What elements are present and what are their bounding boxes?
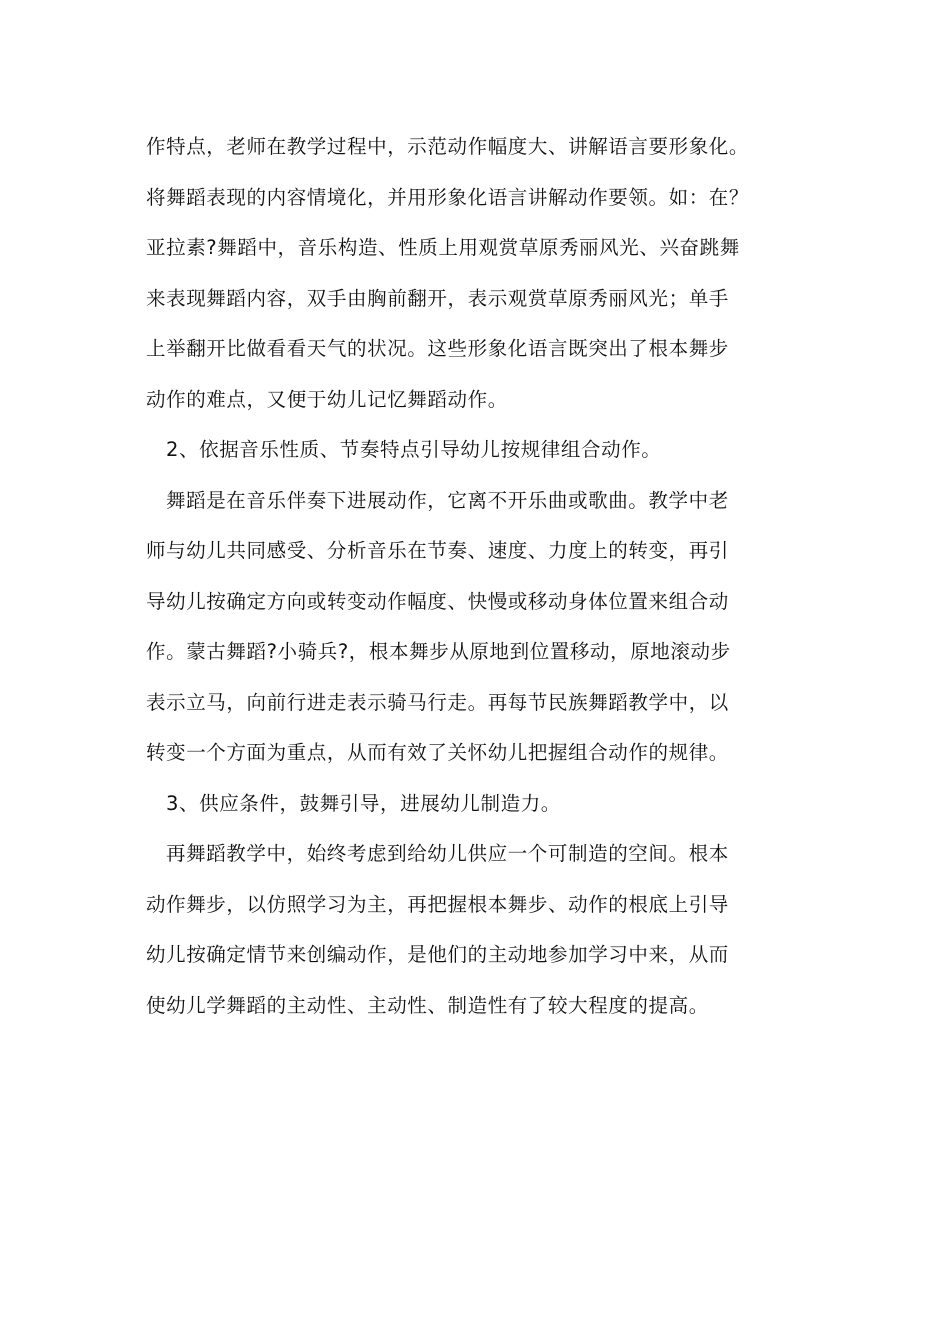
- text-line: 使幼儿学舞蹈的主动性、主动性、制造性有了较大程度的提高。: [146, 993, 709, 1017]
- text-line: 将舞蹈表现的内容情境化，并用形象化语言讲解动作要领。如：在？: [146, 185, 750, 209]
- text-line: 再舞蹈教学中，始终考虑到给幼儿供应一个可制造的空间。根本: [166, 842, 729, 865]
- text-line: 导幼儿按确定方向或转变动作幅度、快慢或移动身体位置来组合动: [146, 589, 729, 613]
- text-line: 亚拉素?舞蹈中，音乐构造、性质上用观赏草原秀丽风光、兴奋跳舞: [146, 236, 740, 259]
- text-line: 幼儿按确定情节来创编动作，是他们的主动地参加学习中来，从而: [146, 943, 729, 966]
- text-line: 上举翻开比做看看天气的状况。这些形象化语言既突出了根本舞步: [146, 337, 729, 360]
- text-line: 作特点，老师在教学过程中，示范动作幅度大、讲解语言要形象化。: [146, 135, 750, 158]
- section-heading: 3、供应条件，鼓舞引导，进展幼儿制造力。: [166, 791, 561, 815]
- section-heading: 2、依据音乐性质、节奏特点引导幼儿按规律组合动作。: [166, 438, 662, 461]
- document-body: [146, 122, 836, 1031]
- text-line: 动作的难点，又便于幼儿记忆舞蹈动作。: [146, 387, 508, 411]
- text-line: 表示立马，向前行进走表示骑马行走。再每节民族舞蹈教学中，以: [146, 690, 729, 714]
- text-line: 转变一个方面为重点，从而有效了关怀幼儿把握组合动作的规律。: [146, 741, 729, 764]
- text-line: 来表现舞蹈内容，双手由胸前翻开，表示观赏草原秀丽风光；单手: [146, 286, 729, 310]
- text-line: 师与幼儿共同感受、分析音乐在节奏、速度、力度上的转变，再引: [146, 539, 729, 562]
- text-line: 作。蒙古舞蹈?小骑兵?，根本舞步从原地到位置移动，原地滚动步: [146, 640, 731, 663]
- text-line: 动作舞步，以仿照学习为主，再把握根本舞步、动作的根底上引导: [146, 892, 729, 916]
- text-line: 舞蹈是在音乐伴奏下进展动作，它离不开乐曲或歌曲。教学中老: [166, 488, 729, 512]
